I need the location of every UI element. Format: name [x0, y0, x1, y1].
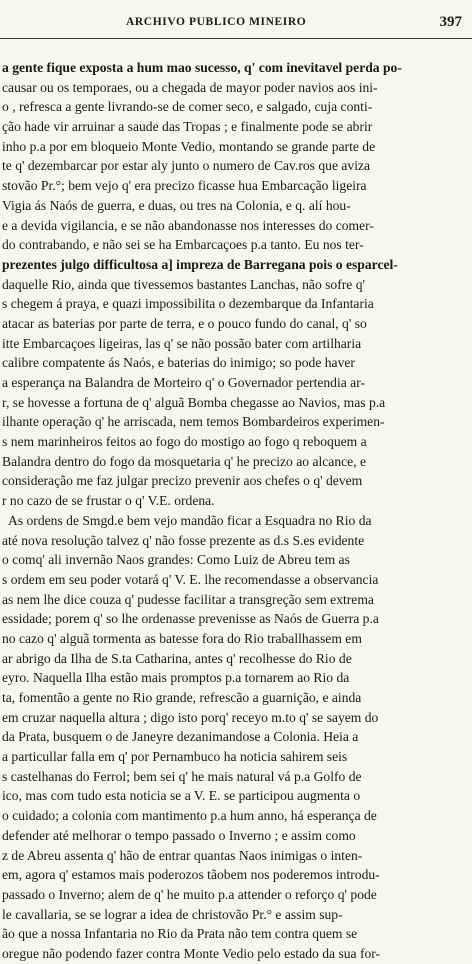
text-line: stovão Pr.°; bem vejo q' era precizo ficasse hua Embarcação ligeira — [2, 178, 367, 194]
text-line: ão que a nossa Infantaria no Rio da Prata não tem contra quem se — [2, 926, 358, 942]
text-line: eyro. Naquella Ilha estão mais promptos p.a tornarem ao Rio da — [2, 670, 350, 686]
text-line: z de Abreu assenta q' hão de entrar quantas Naos inimigas o inten- — [2, 847, 363, 863]
text-line: te q' dezembarcar por estar aly junto o numero de Cav.ros que aviza — [2, 158, 371, 174]
text-line: s nem marinheiros feitos ao fogo do mostigo ao fogo q reboquem a — [2, 434, 367, 450]
text-line: itte Embarcaçoes ligeiras, las q' se não possão bater com artilharia — [2, 335, 362, 351]
text-line: s castelhanas do Ferrol; bem sei q' he mais natural vá p.a Golfo de — [2, 768, 362, 784]
text-line: defender até melhorar o tempo passado o Inverno ; e assim como — [2, 827, 356, 843]
text-line: as nem lhe dice couza q' pudesse facilitar a transgreção sem extrema — [2, 591, 374, 607]
text-line: essidade; porem q' so lhe ordenasse prevenisse as Naós de Guerra p.a — [2, 611, 379, 627]
text-line: r, se hovesse a fortuna de q' alguã Bomba chegasse ao Navios, mas p.a — [2, 394, 386, 410]
text-line: o , refresca a gente livrando-se de comer seco, e salgado, cuja conti- — [2, 99, 373, 115]
text-line: da Prata, busquem o de Janeyre dezanimandose a Colonia. Heia a — [2, 729, 359, 745]
text-line: Vigia ás Naós de guerra, e duas, ou tres na Colonia, e q. alí hou- — [2, 197, 351, 213]
page-number: 397 — [439, 14, 462, 30]
body-text — [0, 58, 472, 964]
text-line: ilhante operação q' he arriscada, nem temos Bombardeiros experimen- — [2, 414, 385, 430]
text-line: inho p.a por em bloqueio Monte Vedio, montando se grande parte de — [2, 138, 376, 154]
text-line: ico, mas com tudo esta noticia se a V. E. se participou augmenta o — [2, 788, 361, 804]
text-line: o comq' ali invernão Naos grandes: Como Luiz de Abreu tem as — [2, 552, 350, 568]
text-line: do contrabando, e não sei se ha Embarcaçoes p.a tanto. Eu nos ter- — [2, 237, 364, 253]
text-line: em cruzar naquella altura ; digo isto porq' receyo m.to q' se sayem do — [2, 709, 379, 725]
text-line: As ordens de Smgd.e bem vejo mandão ficar a Esquadra no Rio da — [8, 512, 372, 528]
text-line: passado o Inverno; alem de q' he muito p.a attender o reforço q' pode — [2, 886, 377, 902]
text-line: e a devida vigilancia, e se não abandonasse nos interesses do comer- — [2, 217, 374, 233]
running-head: ARCHIVO PUBLICO MINEIRO — [126, 16, 307, 28]
page-header — [0, 14, 472, 36]
text-line: ção hade vir arruinar a saude das Tropas ; e finalmente pode se abrir — [2, 119, 373, 135]
text-line: daquelle Rio, ainda que tivessemos bastantes Lanchas, não sofre q' — [2, 276, 365, 292]
text-line: consideração me faz julgar precizo prevenir aos chefes o q' devem — [2, 473, 363, 489]
text-line: Balandra dentro do fogo da mosquetaria q' he precizo ao alcance, e — [2, 453, 367, 469]
text-line: o cuidado; a colonia com mantimento p.a hum anno, há esperança de — [2, 808, 377, 824]
text-line: ar abrigo da Ilha de S.ta Catharina, antes q' recolhesse do Rio de — [2, 650, 352, 666]
text-line: le cavallaria, se se lograr a idea de christovão Pr.° e assim sup- — [2, 906, 343, 922]
text-line: prezentes julgo difficultosa a] impreza de Barregana pois o esparcel- — [2, 256, 398, 272]
text-line: atacar as baterias por parte de terra, e o pouco fundo do canal, q' so — [2, 315, 367, 331]
text-line: calibre compatente ás Naós, e baterias do inimigo; so pode haver — [2, 355, 355, 371]
text-line: até nova resolução talvez q' não fosse prezente as d.s S.es evidente — [2, 532, 365, 548]
text-line: s ordem em seu poder votará q' V. E. lhe recomendasse a observancia — [2, 571, 379, 587]
header-rule — [0, 38, 472, 39]
text-line: no cazo q' alguã tormenta as batesse fora do Rio traballhassem em — [2, 630, 362, 646]
text-line: a gente fique exposta a hum mao sucesso, q' com inevitavel perda po- — [2, 60, 402, 75]
text-line: a particullar falla em q' por Pernambuco ha noticia sahirem seis — [2, 749, 348, 765]
text-line: a esperança na Balandra de Morteiro q' o Governador pertendia ar- — [2, 375, 365, 390]
text-line: r no cazo de se frustar o q' V.E. ordena. — [2, 493, 215, 509]
text-line: causar ou os temporaes, ou a chegada de mayor poder navios aos ini- — [2, 79, 378, 95]
text-line: em, agora q' estamos mais poderozos tãobem nos poderemos introdu- — [2, 867, 380, 883]
text-line: ta, fomentão a gente no Rio grande, refrescão a guarnição, e ainda — [2, 690, 362, 705]
text-line: oregue não podendo fazer contra Monte Vedio pelo estado da sua for- — [2, 945, 381, 961]
text-line: s chegem á praya, e quazi impossibilita o dezembarque da Infantaria — [2, 296, 374, 312]
